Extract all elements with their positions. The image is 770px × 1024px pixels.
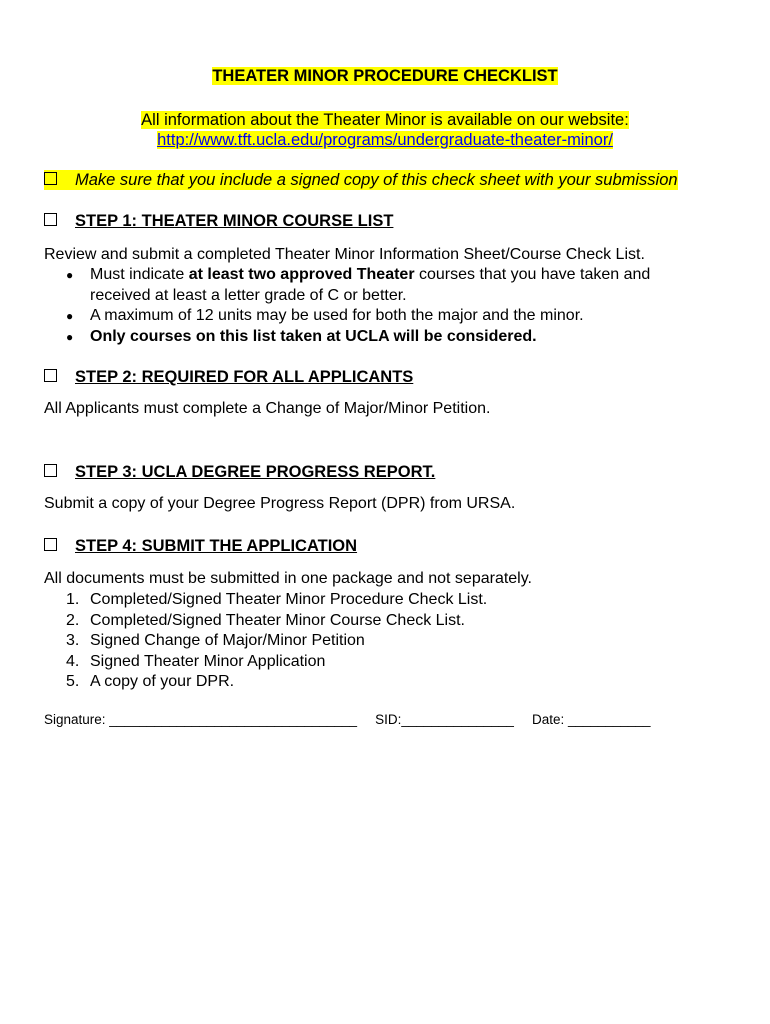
sid-field[interactable]: SID:_______________ <box>375 712 514 727</box>
list-item-text: A copy of your DPR. <box>90 673 235 690</box>
website-link[interactable]: http://www.tft.ucla.edu/programs/undergraduate-theater-minor/ <box>157 131 613 149</box>
note-text: Make sure that you include a signed copy of this check sheet with your submission <box>75 171 678 189</box>
list-item <box>44 327 650 348</box>
list-item <box>44 652 487 673</box>
step2-text: All Applicants must complete a Change of Major/Minor Petition. <box>44 400 491 417</box>
bullet-icon: ● <box>66 329 74 344</box>
signature-row <box>44 711 651 729</box>
step1-checkbox[interactable] <box>44 213 57 226</box>
step3-heading <box>44 462 435 482</box>
list-item <box>44 590 487 611</box>
list-number: 1. <box>66 591 80 608</box>
info-block <box>0 110 770 150</box>
signature-field[interactable]: Signature: _________________________________ <box>44 712 358 727</box>
step4-heading <box>44 536 357 556</box>
step1-heading <box>44 211 393 231</box>
bullet1-post: courses that you have taken and <box>414 266 651 283</box>
list-item-text: Completed/Signed Theater Minor Course Check List. <box>90 611 465 629</box>
date-field[interactable]: Date: ___________ <box>531 712 651 727</box>
step1-intro: Review and submit a completed Theater Minor Information Sheet/Course Check List. <box>44 246 645 263</box>
step3-checkbox[interactable] <box>44 464 57 477</box>
step4-title: STEP 4: SUBMIT THE APPLICATION <box>75 537 358 555</box>
bullet2-text: A maximum of 12 units may be used for both the major and the minor. <box>90 307 584 324</box>
bullet1-line2: received at least a letter grade of C or better. <box>90 286 407 304</box>
list-item <box>44 631 487 652</box>
list-item-text: Signed Change of Major/Minor Petition <box>90 632 365 649</box>
step3-title: STEP 3: UCLA DEGREE PROGRESS REPORT. <box>75 463 436 481</box>
step3-text: Submit a copy of your Degree Progress Report (DPR) from URSA. <box>44 495 516 512</box>
bullet-icon: ● <box>66 309 74 323</box>
note-checkbox[interactable] <box>44 172 57 185</box>
step2-heading <box>44 367 413 387</box>
list-item <box>44 611 487 632</box>
step1-title: STEP 1: THEATER MINOR COURSE LIST <box>75 212 394 230</box>
bullet-icon: ● <box>66 268 74 282</box>
list-number: 4. <box>66 652 80 670</box>
step4-checkbox[interactable] <box>44 538 57 551</box>
list-item-text: Completed/Signed Theater Minor Procedure Check List. <box>90 591 488 608</box>
step2-checkbox[interactable] <box>44 369 57 382</box>
submission-note <box>44 170 678 190</box>
list-item <box>44 265 650 306</box>
list-number: 5. <box>66 673 80 690</box>
list-item <box>44 306 650 327</box>
step2-title: STEP 2: REQUIRED FOR ALL APPLICANTS <box>75 368 414 386</box>
step1-bullet-list <box>44 265 650 347</box>
list-number: 2. <box>66 611 80 629</box>
bullet3-text: Only courses on this list taken at UCLA will be considered. <box>90 327 537 345</box>
title-block <box>0 66 770 86</box>
info-text: All information about the Theater Minor is available on our website: <box>141 111 629 129</box>
page-title: THEATER MINOR PROCEDURE CHECKLIST <box>212 67 558 85</box>
step4-numbered-list <box>44 590 487 693</box>
list-number: 3. <box>66 632 80 649</box>
bullet1-pre: Must indicate <box>90 266 189 283</box>
list-item-text: Signed Theater Minor Application <box>90 652 326 670</box>
step4-text: All documents must be submitted in one package and not separately. <box>44 570 532 587</box>
list-item <box>44 672 487 693</box>
bullet1-bold: at least two approved Theater <box>188 266 415 283</box>
